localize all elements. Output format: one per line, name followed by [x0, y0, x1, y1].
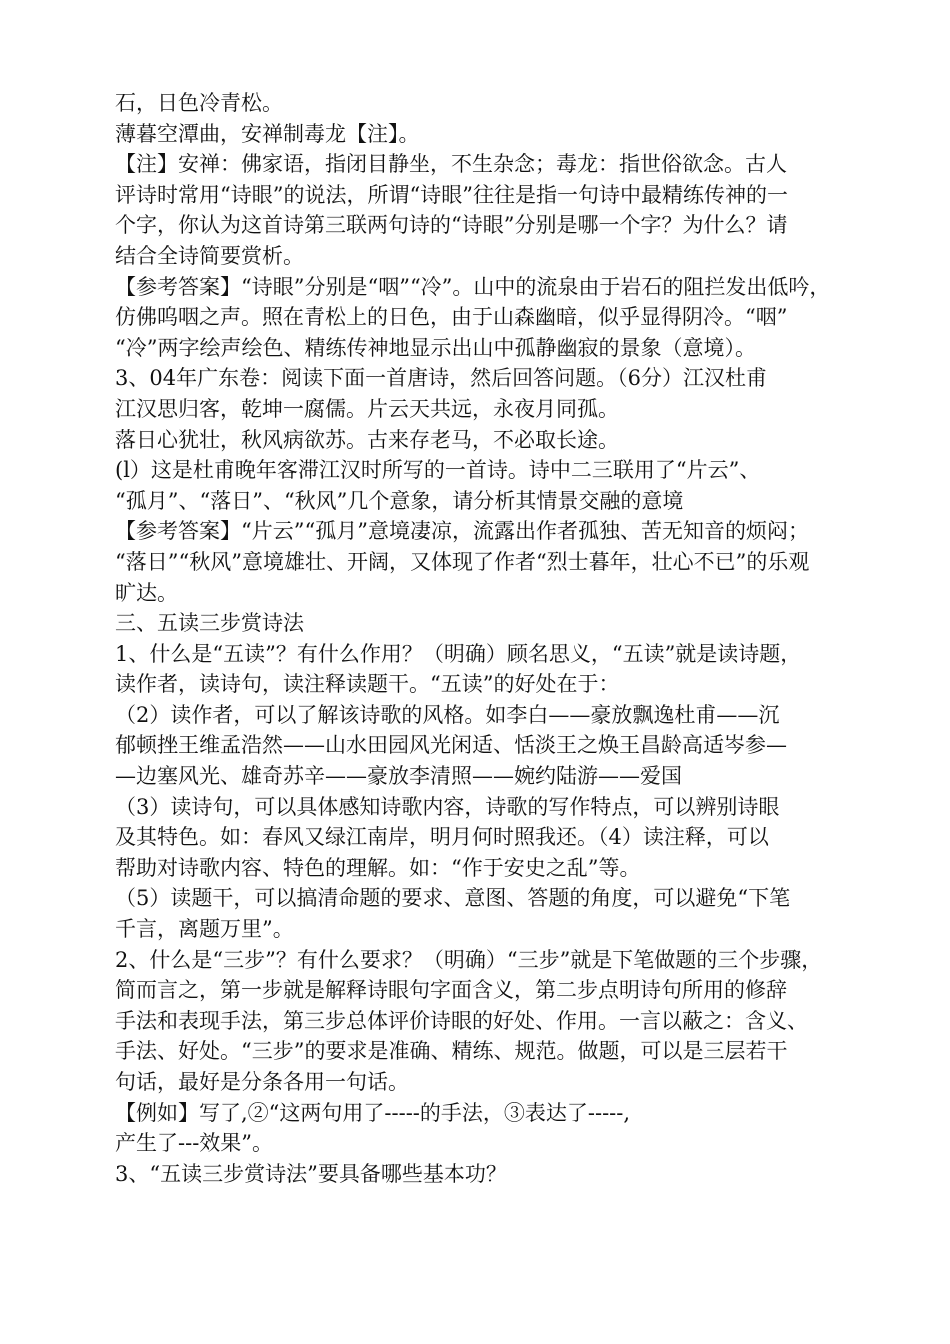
text-line: “孤月”、“落日”、“秋风”几个意象，请分析其情景交融的意境 — [115, 488, 684, 513]
text-line: —边塞风光、雄奇苏辛——豪放李清照——婉约陆游——爱国 — [115, 764, 682, 789]
text-line: 薄暮空潭曲，安禅制毒龙【注】。 — [115, 121, 420, 146]
text-line: 评诗时常用“诗眼”的说法，所谓“诗眼”往往是指一句诗中最精练传神的一 — [115, 182, 788, 207]
section-heading: 三、五读三步赏诗法 — [115, 611, 304, 636]
text-line: 个字，你认为这首诗第三联两句诗的“诗眼”分别是哪一个字？为什么？请 — [115, 213, 788, 238]
text-line: 落日心犹壮，秋风病欲苏。古来存老马，不必取长途。 — [115, 427, 619, 452]
text-line: 3、04年广东卷：阅读下面一首唐诗，然后回答问题。（6分）江汉杜甫 — [115, 366, 767, 391]
text-line: (l）这是杜甫晚年客滞江汉时所写的一首诗。诗中二三联用了“片云”、 — [115, 458, 761, 483]
text-line: 3、“五读三步赏诗法”要具备哪些基本功？ — [115, 1161, 507, 1186]
text-line: 石，日色冷青松。 — [115, 91, 283, 115]
text-line: 郁顿挫王维孟浩然——山水田园风光闲适、恬淡王之焕王昌龄高适岑参— — [115, 733, 787, 758]
text-line: 手法、好处。“三步”的要求是准确、精练、规范。做题，可以是三层若干 — [115, 1039, 788, 1064]
text-line: 【注】安禅：佛家语，指闭目静坐，不生杂念；毒龙：指世俗欲念。古人 — [115, 152, 787, 177]
document-body — [115, 88, 875, 1189]
text-line: 2、什么是“三步”？有什么要求？（明确）“三步”就是下笔做题的三个步骤， — [115, 947, 823, 972]
text-line: 简而言之，第一步就是解释诗眼句字面含义，第二步点明诗句所用的修辞 — [115, 978, 787, 1003]
text-line: 结合全诗简要赏析。 — [115, 243, 304, 268]
text-line: 【例如】写了,②“这两句用了-----的手法，③表达了-----, — [115, 1100, 631, 1125]
text-line: 1、什么是“五读”？有什么作用？（明确）顾名思义，“五读”就是读诗题， — [115, 641, 802, 666]
text-line: “落日”“秋风”意境雄壮、开阔，又体现了作者“烈士暮年，壮心不已”的乐观 — [115, 549, 810, 574]
text-line: 江汉思归客，乾坤一腐儒。片云天共远，永夜月同孤。 — [115, 396, 619, 421]
text-line: 句话，最好是分条各用一句话。 — [115, 1070, 409, 1094]
text-line: 旷达。 — [115, 580, 178, 605]
text-line: “冷”两字绘声绘色、精练传神地显示出山中孤静幽寂的景象（意境）。 — [115, 335, 756, 360]
text-line: 手法和表现手法，第三步总体评价诗眼的好处、作用。一言以蔽之：含义、 — [115, 1008, 808, 1033]
text-line: 帮助对诗歌内容、特色的理解。如：“作于安史之乱”等。 — [115, 855, 641, 880]
text-line: （3）读诗句，可以具体感知诗歌内容，诗歌的写作特点，可以辨别诗眼 — [115, 794, 780, 819]
text-line: 千言，离题万里”。 — [115, 917, 294, 942]
text-line: （5）读题干，可以搞清命题的要求、意图、答题的角度，可以避免“下笔 — [115, 886, 791, 911]
text-line: （2）读作者，可以了解该诗歌的风格。如李白——豪放飘逸杜甫——沉 — [115, 702, 780, 727]
text-line: 仿佛呜咽之声。照在青松上的日色，由于山森幽暗，似乎显得阴冷。“咽” — [115, 305, 788, 330]
text-line: 读作者，读诗句，读注释读题干。“五读”的好处在于： — [115, 672, 620, 697]
text-line: 【参考答案】“片云”“孤月”意境凄凉，流露出作者孤独、苦无知音的烦闷； — [115, 519, 809, 544]
text-line: 及其特色。如：春风又绿江南岸，明月何时照我还。（4）读注释，可以 — [115, 825, 769, 850]
text-line: 【参考答案】“诗眼”分别是“咽”“冷”。山中的流泉由于岩石的阻拦发出低吟， — [115, 274, 831, 299]
text-line: 产生了---效果”。 — [115, 1131, 274, 1156]
